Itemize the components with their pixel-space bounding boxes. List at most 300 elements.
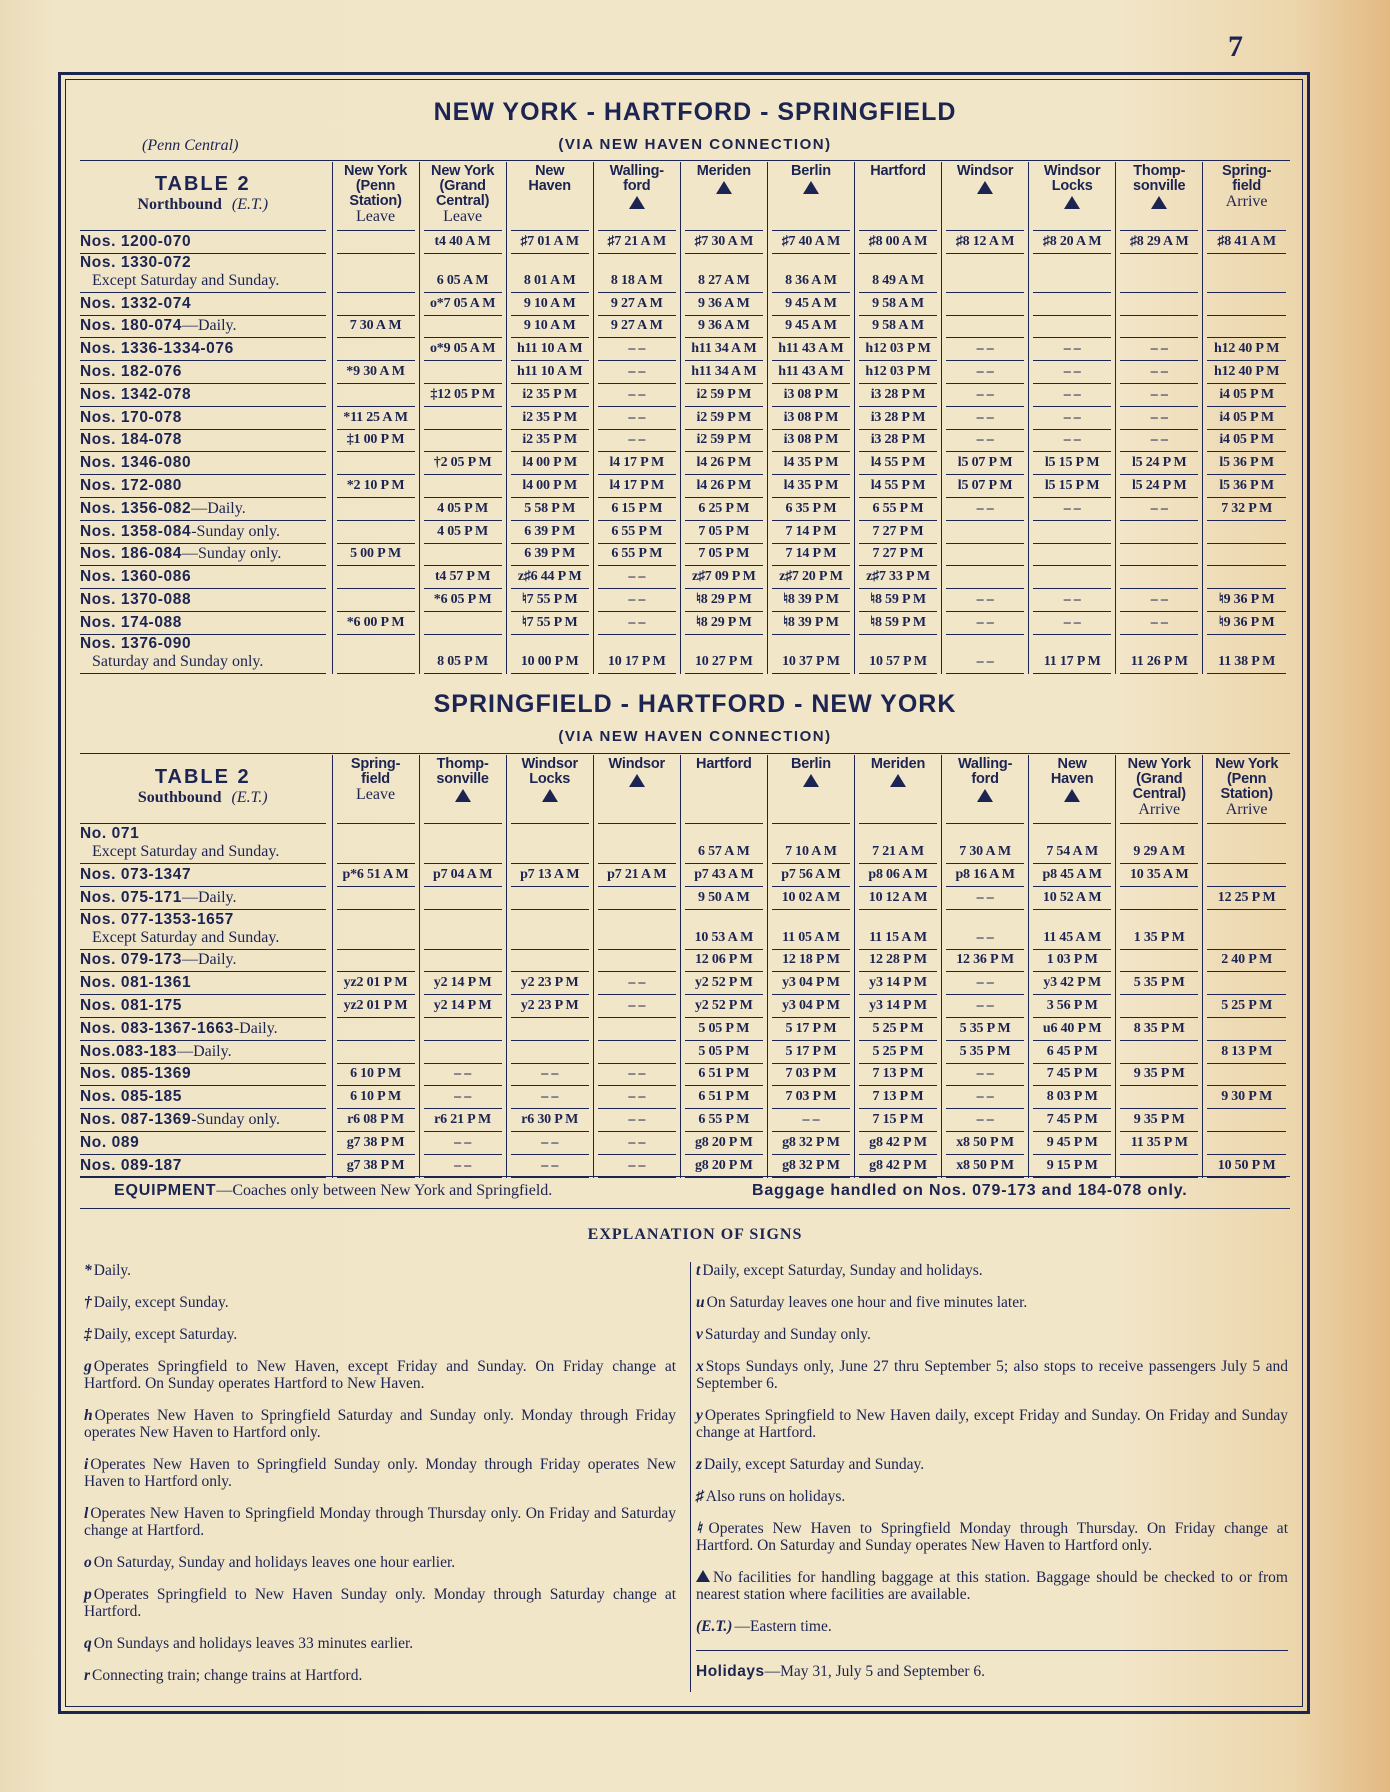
sign-symbol: o xyxy=(84,1554,92,1571)
time-cell xyxy=(942,544,1029,567)
time-value: l4 26 P M xyxy=(685,454,763,475)
sign-symbol: z xyxy=(696,1456,703,1473)
time-cell xyxy=(680,475,767,498)
time-cell xyxy=(942,887,1029,910)
station-header-box xyxy=(1120,162,1198,231)
time-cell xyxy=(1029,361,1116,384)
time-cell xyxy=(942,316,1029,339)
time-cell xyxy=(506,384,593,407)
southbound-subtitle: (VIA NEW HAVEN CONNECTION) xyxy=(558,728,832,745)
table-row xyxy=(80,361,1290,384)
time-value: 7 45 P M xyxy=(1033,1065,1111,1086)
time-value xyxy=(1207,929,1286,950)
sign-symbol: (E.T.) xyxy=(696,1618,733,1635)
time-cell xyxy=(593,635,680,674)
time-value: x8 50 P M xyxy=(946,1134,1024,1155)
time-value: – – xyxy=(946,614,1024,635)
time-value: – – xyxy=(1033,431,1111,452)
time-cell xyxy=(680,452,767,475)
time-cell xyxy=(767,950,854,973)
time-value xyxy=(1207,1111,1286,1132)
sign-description: Operates New Haven to Springfield Monday through Thursday. On Friday change at Hartford. On Saturday and Sunday operates New Haven to Hartford only. xyxy=(696,1520,1288,1554)
time-cell xyxy=(1203,995,1290,1018)
equipment-note xyxy=(114,1182,552,1200)
time-cell xyxy=(1029,612,1116,635)
station-header-box xyxy=(772,755,850,824)
time-cell xyxy=(942,1132,1029,1155)
time-value: 10 53 A M xyxy=(685,929,763,950)
time-value: g8 42 P M xyxy=(859,1157,937,1178)
station-name: New York (Grand Central) xyxy=(431,163,495,209)
time-cell xyxy=(767,566,854,589)
time-cell xyxy=(680,972,767,995)
time-value: i3 08 P M xyxy=(772,431,850,452)
station-name: Windsor Locks xyxy=(1043,163,1101,194)
time-value: – – xyxy=(946,1088,1024,1109)
table-row xyxy=(80,231,1290,254)
time-cell xyxy=(1116,995,1203,1018)
time-cell xyxy=(506,544,593,567)
time-value: 4 05 P M xyxy=(424,523,502,544)
time-cell xyxy=(506,1041,593,1064)
no-baggage-triangle-icon xyxy=(629,196,645,209)
train-number-cell xyxy=(80,589,332,612)
time-value xyxy=(1120,523,1198,544)
time-cell xyxy=(942,407,1029,430)
time-value: – – xyxy=(1120,386,1198,407)
time-value: ♯8 20 A M xyxy=(1033,233,1111,254)
station-header xyxy=(942,162,1029,231)
time-cell xyxy=(1029,972,1116,995)
time-cell xyxy=(1029,316,1116,339)
time-value: 12 25 P M xyxy=(1207,889,1286,910)
time-cell xyxy=(1116,635,1203,674)
time-value: – – xyxy=(598,568,676,589)
table-row xyxy=(80,887,1290,910)
station-header-box xyxy=(859,755,937,824)
train-number-cell xyxy=(80,475,332,498)
time-cell xyxy=(593,430,680,453)
time-cell xyxy=(506,338,593,361)
time-cell xyxy=(942,384,1029,407)
time-cell xyxy=(1203,635,1290,674)
time-cell xyxy=(942,361,1029,384)
train-label xyxy=(80,317,326,338)
train-number: No. 089 xyxy=(80,1133,140,1151)
train-note: Except Saturday and Sunday. xyxy=(92,928,280,946)
station-header-box xyxy=(946,755,1024,824)
no-baggage-triangle-icon xyxy=(1064,196,1080,209)
time-cell xyxy=(767,824,854,864)
time-value: 3 56 P M xyxy=(1033,997,1111,1018)
time-value: i4 05 P M xyxy=(1207,431,1286,452)
train-number-cell xyxy=(80,293,332,316)
time-cell xyxy=(506,887,593,910)
time-cell xyxy=(854,475,941,498)
time-cell xyxy=(593,316,680,339)
explanation-item xyxy=(696,1520,1288,1554)
time-value: – – xyxy=(598,363,676,384)
baggage-note-text: Baggage handled on Nos. 079-173 and 184-078 only. xyxy=(752,1182,1188,1199)
time-cell xyxy=(332,589,419,612)
time-cell xyxy=(680,612,767,635)
sign-description: Operates New Haven to Springfield Sunday only. Monday through Friday operates New Haven to Hartford only. xyxy=(84,1456,676,1490)
time-value: 9 35 P M xyxy=(1120,1111,1198,1132)
time-cell xyxy=(942,475,1029,498)
time-cell xyxy=(942,1086,1029,1109)
time-value: g8 32 P M xyxy=(772,1157,850,1178)
time-value xyxy=(511,1043,589,1064)
time-value: – – xyxy=(1120,614,1198,635)
time-value xyxy=(424,477,502,498)
explanation-left-column xyxy=(84,1262,676,1699)
time-value: z♯6 44 P M xyxy=(511,568,589,589)
time-cell xyxy=(419,950,506,973)
divider xyxy=(696,1650,1288,1651)
time-cell xyxy=(1029,521,1116,544)
time-value: ♮8 59 P M xyxy=(859,614,937,635)
time-value: ♮8 29 P M xyxy=(685,591,763,612)
time-cell xyxy=(1116,544,1203,567)
time-cell xyxy=(1203,361,1290,384)
sign-description: Saturday and Sunday only. xyxy=(704,1326,871,1343)
time-value: – – xyxy=(511,1065,589,1086)
time-value: i4 05 P M xyxy=(1207,386,1286,407)
time-value: i2 35 P M xyxy=(511,431,589,452)
time-cell xyxy=(419,384,506,407)
time-value: i2 59 P M xyxy=(685,386,763,407)
time-cell xyxy=(680,1064,767,1087)
time-cell xyxy=(1116,1018,1203,1041)
time-cell xyxy=(593,1041,680,1064)
time-cell xyxy=(1203,498,1290,521)
time-value: 6 55 P M xyxy=(598,523,676,544)
time-cell xyxy=(506,589,593,612)
time-cell xyxy=(506,1155,593,1178)
time-cell xyxy=(419,361,506,384)
station-name: New York (Penn Station) xyxy=(343,163,408,209)
time-value: – – xyxy=(1120,340,1198,361)
time-cell xyxy=(1203,566,1290,589)
time-cell xyxy=(767,430,854,453)
station-header xyxy=(506,162,593,231)
train-note: -Sunday only. xyxy=(191,522,280,540)
time-cell xyxy=(1029,544,1116,567)
train-note: —Daily. xyxy=(181,317,237,335)
time-value: h11 34 A M xyxy=(685,363,763,384)
train-number: Nos. 184-078 xyxy=(80,431,182,449)
time-cell xyxy=(1203,612,1290,635)
table-row xyxy=(80,824,1290,864)
time-value: 7 45 P M xyxy=(1033,1111,1111,1132)
time-cell xyxy=(680,887,767,910)
sign-description: Operates Springfield to New Haven, except Friday and Sunday. On Friday change at Hartford. On Sunday operates Hartford to New Haven. xyxy=(84,1358,676,1392)
time-value: o*9 05 A M xyxy=(424,340,502,361)
time-value: – – xyxy=(946,591,1024,612)
time-cell xyxy=(680,589,767,612)
station-header-box xyxy=(424,755,502,824)
time-value: – – xyxy=(598,614,676,635)
sign-description: Daily. xyxy=(93,1262,132,1279)
train-note: Except Saturday and Sunday. xyxy=(92,271,280,289)
train-label xyxy=(80,614,326,635)
sign-symbol: * xyxy=(84,1262,92,1279)
time-cell xyxy=(1116,231,1203,254)
time-value: l5 15 P M xyxy=(1033,454,1111,475)
equipment-text: —Coaches only between New York and Springfield. xyxy=(216,1182,553,1199)
time-cell xyxy=(1203,254,1290,293)
station-header xyxy=(593,162,680,231)
time-cell xyxy=(506,864,593,887)
direction-line xyxy=(138,789,268,806)
no-baggage-triangle-icon xyxy=(542,789,558,802)
time-cell xyxy=(419,1155,506,1178)
time-cell xyxy=(854,612,941,635)
train-number-cell xyxy=(80,824,332,864)
time-cell xyxy=(419,995,506,1018)
time-value: y2 23 P M xyxy=(511,997,589,1018)
time-value: 9 27 A M xyxy=(598,295,676,316)
train-number-cell xyxy=(80,1086,332,1109)
time-cell xyxy=(1203,475,1290,498)
time-cell xyxy=(593,950,680,973)
time-value xyxy=(337,843,415,864)
train-note: —Daily. xyxy=(191,499,246,517)
train-number: Nos. 081-1361 xyxy=(80,974,192,992)
table-row xyxy=(80,589,1290,612)
train-label xyxy=(80,1088,326,1109)
time-value: 9 35 P M xyxy=(1120,1065,1198,1086)
time-cell xyxy=(942,910,1029,950)
explanation-item xyxy=(84,1635,676,1652)
time-value: ‡12 05 P M xyxy=(424,386,502,407)
station-header-box xyxy=(598,162,676,231)
time-value: p7 13 A M xyxy=(511,866,589,887)
station-header-box xyxy=(337,162,415,231)
time-value: h12 40 P M xyxy=(1207,363,1286,384)
station-name: Meriden xyxy=(870,756,926,772)
time-value: – – xyxy=(598,1157,676,1178)
time-value xyxy=(1207,295,1286,316)
time-cell xyxy=(767,864,854,887)
time-value: 9 45 P M xyxy=(1033,1134,1111,1155)
time-cell xyxy=(1203,384,1290,407)
time-value: r6 08 P M xyxy=(337,1111,415,1132)
time-value: – – xyxy=(598,340,676,361)
time-value xyxy=(946,272,1024,293)
time-cell xyxy=(1029,1109,1116,1132)
time-value: 10 57 P M xyxy=(859,653,937,674)
time-value: p8 06 A M xyxy=(859,866,937,887)
station-header-box xyxy=(1033,755,1111,824)
time-value: 5 05 P M xyxy=(685,1020,763,1041)
station-header-box xyxy=(598,755,676,824)
time-cell xyxy=(506,430,593,453)
time-value xyxy=(1120,997,1198,1018)
table-row xyxy=(80,475,1290,498)
train-number: Nos. 170-078 xyxy=(80,408,182,426)
time-value xyxy=(1033,295,1111,316)
train-label xyxy=(80,1065,326,1086)
train-label xyxy=(80,997,326,1018)
time-value: l5 07 P M xyxy=(946,454,1024,475)
time-cell xyxy=(332,361,419,384)
time-value: – – xyxy=(1033,614,1111,635)
time-value xyxy=(337,929,415,950)
time-cell xyxy=(767,254,854,293)
time-cell xyxy=(506,293,593,316)
train-number-cell xyxy=(80,635,332,674)
explanation-item xyxy=(84,1262,676,1279)
time-cell xyxy=(1029,995,1116,1018)
time-cell xyxy=(680,407,767,430)
time-cell xyxy=(506,475,593,498)
train-label xyxy=(80,591,326,612)
time-value: p7 56 A M xyxy=(772,866,850,887)
time-cell xyxy=(419,1132,506,1155)
train-label xyxy=(80,363,326,384)
train-number: No. 071 xyxy=(80,825,140,842)
time-value: 9 36 A M xyxy=(685,295,763,316)
explanation-item xyxy=(696,1618,1288,1635)
train-label xyxy=(80,889,326,910)
time-cell xyxy=(593,887,680,910)
time-value: y2 14 P M xyxy=(424,974,502,995)
time-value: 6 25 P M xyxy=(685,500,763,521)
table-label-block xyxy=(80,756,326,824)
time-cell xyxy=(942,612,1029,635)
time-cell xyxy=(593,231,680,254)
sign-description: Operates New Haven to Springfield Saturday and Sunday only. Monday through Friday operates New Haven to Hartford only. xyxy=(84,1407,676,1441)
time-value: 8 01 A M xyxy=(511,272,589,293)
time-value: 6 39 P M xyxy=(511,523,589,544)
station-name: Berlin xyxy=(790,756,831,772)
time-cell xyxy=(680,254,767,293)
time-cell xyxy=(506,254,593,293)
time-value xyxy=(424,545,502,566)
explanation-item xyxy=(696,1569,1288,1603)
train-label xyxy=(80,523,326,544)
time-cell xyxy=(680,1132,767,1155)
time-cell xyxy=(942,1155,1029,1178)
sign-symbol: l xyxy=(84,1505,89,1522)
table-label-cell xyxy=(80,162,332,231)
time-value xyxy=(424,951,502,972)
time-cell xyxy=(1116,384,1203,407)
train-label xyxy=(80,340,326,361)
train-number-cell xyxy=(80,612,332,635)
station-header xyxy=(854,755,941,824)
sign-description: On Sundays and holidays leaves 33 minutes earlier. xyxy=(93,1635,414,1652)
time-cell xyxy=(593,824,680,864)
time-value: 9 10 A M xyxy=(511,317,589,338)
time-cell xyxy=(767,589,854,612)
time-value: ♯7 40 A M xyxy=(772,233,850,254)
time-value: 9 10 A M xyxy=(511,295,589,316)
time-cell xyxy=(506,231,593,254)
station-header xyxy=(1116,162,1203,231)
time-value: y2 52 P M xyxy=(685,974,763,995)
time-value: 6 55 P M xyxy=(685,1111,763,1132)
time-cell xyxy=(767,1041,854,1064)
explanation-item xyxy=(696,1294,1288,1311)
train-note: Except Saturday and Sunday. xyxy=(92,843,280,860)
time-cell xyxy=(854,910,941,950)
train-number: Nos. 083-1367-1663 xyxy=(80,1019,234,1037)
time-cell xyxy=(506,910,593,950)
time-cell xyxy=(593,1155,680,1178)
direction-line xyxy=(137,196,268,213)
time-value: – – xyxy=(772,1111,850,1132)
time-value: 8 03 P M xyxy=(1033,1088,1111,1109)
time-cell xyxy=(854,452,941,475)
table-row xyxy=(80,1109,1290,1132)
time-value: – – xyxy=(946,363,1024,384)
time-value xyxy=(424,1020,502,1041)
time-cell xyxy=(680,995,767,1018)
time-value: ♯7 01 A M xyxy=(511,233,589,254)
time-value: l4 55 P M xyxy=(859,454,937,475)
time-cell xyxy=(1116,293,1203,316)
time-cell xyxy=(1116,452,1203,475)
time-value: i3 08 P M xyxy=(772,386,850,407)
time-value: 7 14 P M xyxy=(772,545,850,566)
time-cell xyxy=(419,293,506,316)
time-value xyxy=(1207,523,1286,544)
station-header xyxy=(1116,755,1203,824)
time-cell xyxy=(332,544,419,567)
station-header xyxy=(419,162,506,231)
time-value: 6 05 A M xyxy=(424,272,502,293)
northbound-title: NEW YORK - HARTFORD - SPRINGFIELD xyxy=(433,98,957,126)
station-leave-arrive: Leave xyxy=(356,786,396,803)
southbound-timetable xyxy=(80,755,1290,1178)
time-value: 11 05 A M xyxy=(772,929,850,950)
table-label-block xyxy=(80,163,326,231)
time-value: – – xyxy=(598,1111,676,1132)
train-number: Nos. 1332-074 xyxy=(80,294,192,312)
train-note: Saturday and Sunday only. xyxy=(92,652,264,670)
table-row xyxy=(80,972,1290,995)
time-cell xyxy=(1203,1155,1290,1178)
time-cell xyxy=(942,995,1029,1018)
sign-description: No facilities for handling baggage at this station. Baggage should be checked to or from nearest station where facilities are available. xyxy=(696,1569,1288,1603)
time-value: y3 42 P M xyxy=(1033,974,1111,995)
time-cell xyxy=(1116,1064,1203,1087)
time-value: – – xyxy=(598,974,676,995)
time-cell xyxy=(332,995,419,1018)
time-value xyxy=(1207,1065,1286,1086)
sign-symbol: t xyxy=(696,1262,701,1279)
time-value: – – xyxy=(424,1157,502,1178)
train-number-cell xyxy=(80,1018,332,1041)
time-cell xyxy=(419,566,506,589)
train-label xyxy=(80,1111,326,1132)
time-value: g8 42 P M xyxy=(859,1134,937,1155)
station-header xyxy=(680,162,767,231)
time-value: 6 51 P M xyxy=(685,1065,763,1086)
train-number-cell xyxy=(80,864,332,887)
time-cell xyxy=(1116,824,1203,864)
time-cell xyxy=(1203,521,1290,544)
time-value: 8 27 A M xyxy=(685,272,763,293)
time-value xyxy=(511,951,589,972)
divider xyxy=(80,753,1290,754)
time-value xyxy=(337,523,415,544)
time-value: 9 29 A M xyxy=(1120,843,1198,864)
station-header xyxy=(419,755,506,824)
time-value: 12 06 P M xyxy=(685,951,763,972)
